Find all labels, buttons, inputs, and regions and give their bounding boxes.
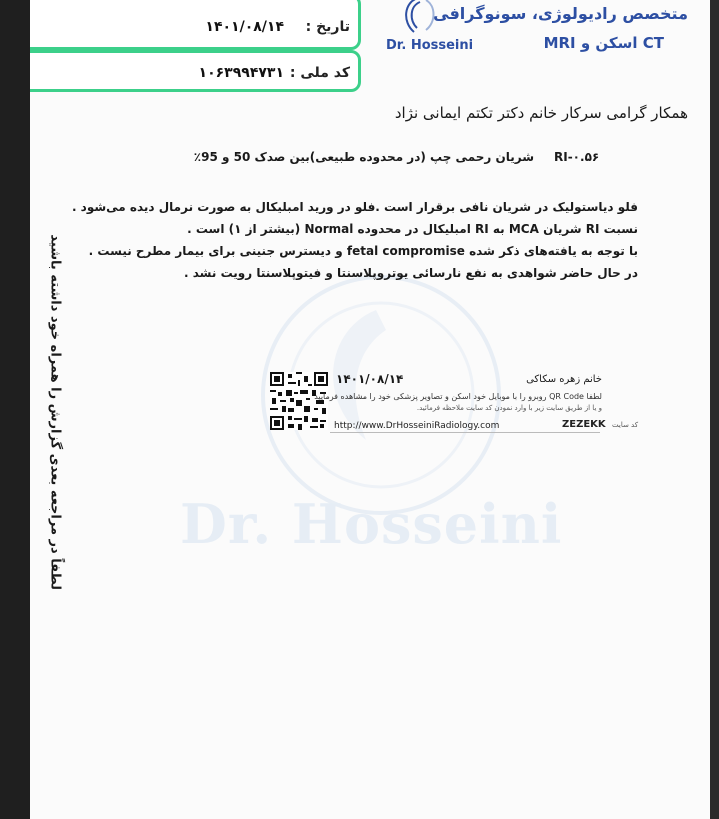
finding-line-4: در حال حاضر شواهدی به نفع نارسائی یوتروپلاسنتا و فیتوپلاسنتا رویت نشد .	[184, 266, 638, 280]
clinic-logo-name: Dr. Hosseini	[386, 38, 474, 53]
specialty-line-2: CT اسکن و MRI	[543, 34, 664, 52]
site-code-label: کد سایت	[612, 421, 639, 429]
qr-code-icon[interactable]	[270, 372, 328, 430]
national-id-value: ۱۰۶۳۹۹۴۷۳۱	[198, 65, 284, 81]
finding-line-2: نسبت RI شریان MCA به RI امبلیکال در محدوده Normal (بیشتر از ۱) است .	[187, 222, 638, 236]
viewer-right-edge	[710, 0, 719, 819]
finding-line-1: فلو دیاستولیک در شریان نافی برقرار است .فلو در ورید امبلیکال به صورت نرمال دیده می‌شود .	[71, 200, 638, 214]
greeting: همکار گرامی سرکار خانم دکتر تکتم ایمانی نژاد	[394, 104, 688, 122]
ri-value: RI-۰.۵۶	[554, 150, 600, 164]
finding-line-3: با توجه به یافته‌های ذکر شده fetal compromise و دیسترس جنینی برای بیمار مطرح نیست .	[88, 244, 638, 258]
viewer-left-edge	[0, 0, 30, 819]
specialty-line-1: متخصص رادیولوژی، سونوگرافی	[433, 4, 688, 23]
date-label: تاریخ :	[305, 19, 350, 35]
date-field-box	[30, 0, 361, 50]
national-id-label: کد ملی :	[289, 65, 350, 81]
report-page	[30, 0, 710, 819]
qr-instruction: لطفا QR Code روبرو را با موبایل خود اسکن و تصاویر پزشکی خود را مشاهده فرمایید	[314, 392, 602, 401]
signature-divider	[330, 432, 600, 433]
national-id-field-box	[30, 50, 361, 92]
site-code: ZEZEKK	[562, 419, 606, 430]
watermark-text: Dr. Hosseini	[180, 492, 563, 556]
website-link[interactable]: http://www.DrHosseiniRadiology.com	[334, 421, 500, 431]
date-value: ۱۴۰۱/۰۸/۱۴	[205, 19, 284, 35]
site-instruction: و یا از طریق سایت زیر با وارد نمودن کد سایت ملاحظه فرمائید.	[416, 404, 602, 412]
side-note: لطفاً در مراجعه بعدی گزارش را همراه خود داشته باشید	[47, 234, 63, 590]
ri-description: شریان رحمی چپ (در محدوده طبیعی)بین صدک 50 و 95٪	[193, 150, 534, 164]
signature-name: خانم زهره سکاکی	[526, 374, 602, 385]
signature-date: ۱۴۰۱/۰۸/۱۴	[336, 372, 404, 386]
